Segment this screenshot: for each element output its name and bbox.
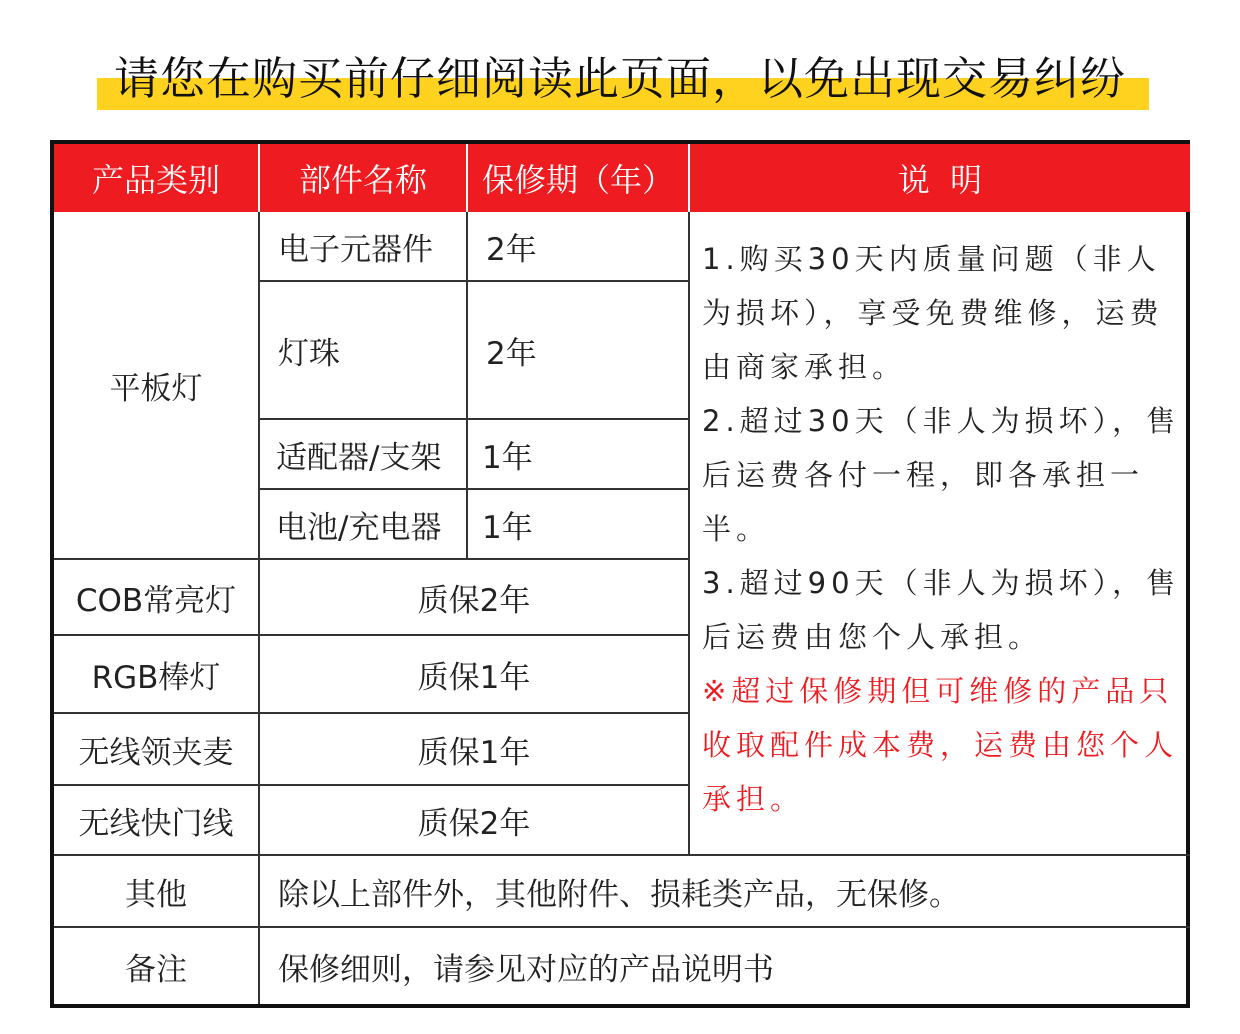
header-description: 说 明 — [690, 144, 1190, 212]
header-part: 部件名称 — [260, 144, 468, 212]
header-period: 保修期（年） — [468, 144, 690, 212]
remark-text: 保修细则，请参见对应的产品说明书 — [278, 951, 774, 988]
warranty-cell: 质保2年 — [260, 560, 690, 636]
period-cell: 1年 — [468, 490, 690, 560]
warranty-cell: 质保1年 — [260, 714, 690, 786]
warranty-cell: 质保1年 — [260, 636, 690, 714]
part-cell: 电池/充电器 — [260, 490, 468, 560]
part-cell: 适配器/支架 — [260, 420, 468, 490]
remark-label: 备注 — [54, 928, 260, 1004]
period-cell: 1年 — [468, 420, 690, 490]
category-cell: RGB棒灯 — [54, 636, 260, 714]
other-text: 除以上部件外，其他附件、损耗类产品，无保修。 — [260, 856, 1190, 928]
category-cell: 无线快门线 — [54, 786, 260, 856]
description-item-3: 3.超过90天（非人为损坏），售后运费由您个人承担。 — [702, 566, 1181, 654]
description-cell — [690, 212, 1190, 856]
part-cell: 电子元器件 — [260, 212, 468, 282]
other-label: 其他 — [54, 856, 260, 928]
page-title-area — [0, 30, 1240, 120]
description-note: ※超过保修期但可维修的产品只收取配件成本费，运费由您个人承担。 — [702, 674, 1179, 816]
category-flat-panel: 平板灯 — [54, 212, 260, 560]
part-cell: 灯珠 — [260, 282, 468, 420]
warranty-cell: 质保2年 — [260, 786, 690, 856]
page-title: 请您在购买前仔细阅读此页面，以免出现交易纠纷 — [113, 52, 1126, 105]
warranty-table — [50, 140, 1190, 1008]
description-item-2: 2.超过30天（非人为损坏），售后运费各付一程，即各承担一半。 — [702, 404, 1181, 546]
header-category: 产品类别 — [54, 144, 260, 212]
category-cell: COB常亮灯 — [54, 560, 260, 636]
period-cell: 2年 — [468, 212, 690, 282]
period-cell: 2年 — [468, 282, 690, 420]
category-cell: 无线领夹麦 — [54, 714, 260, 786]
description-item-1: 1.购买30天内质量问题（非人为损坏），享受免费维修，运费由商家承担。 — [702, 242, 1164, 384]
